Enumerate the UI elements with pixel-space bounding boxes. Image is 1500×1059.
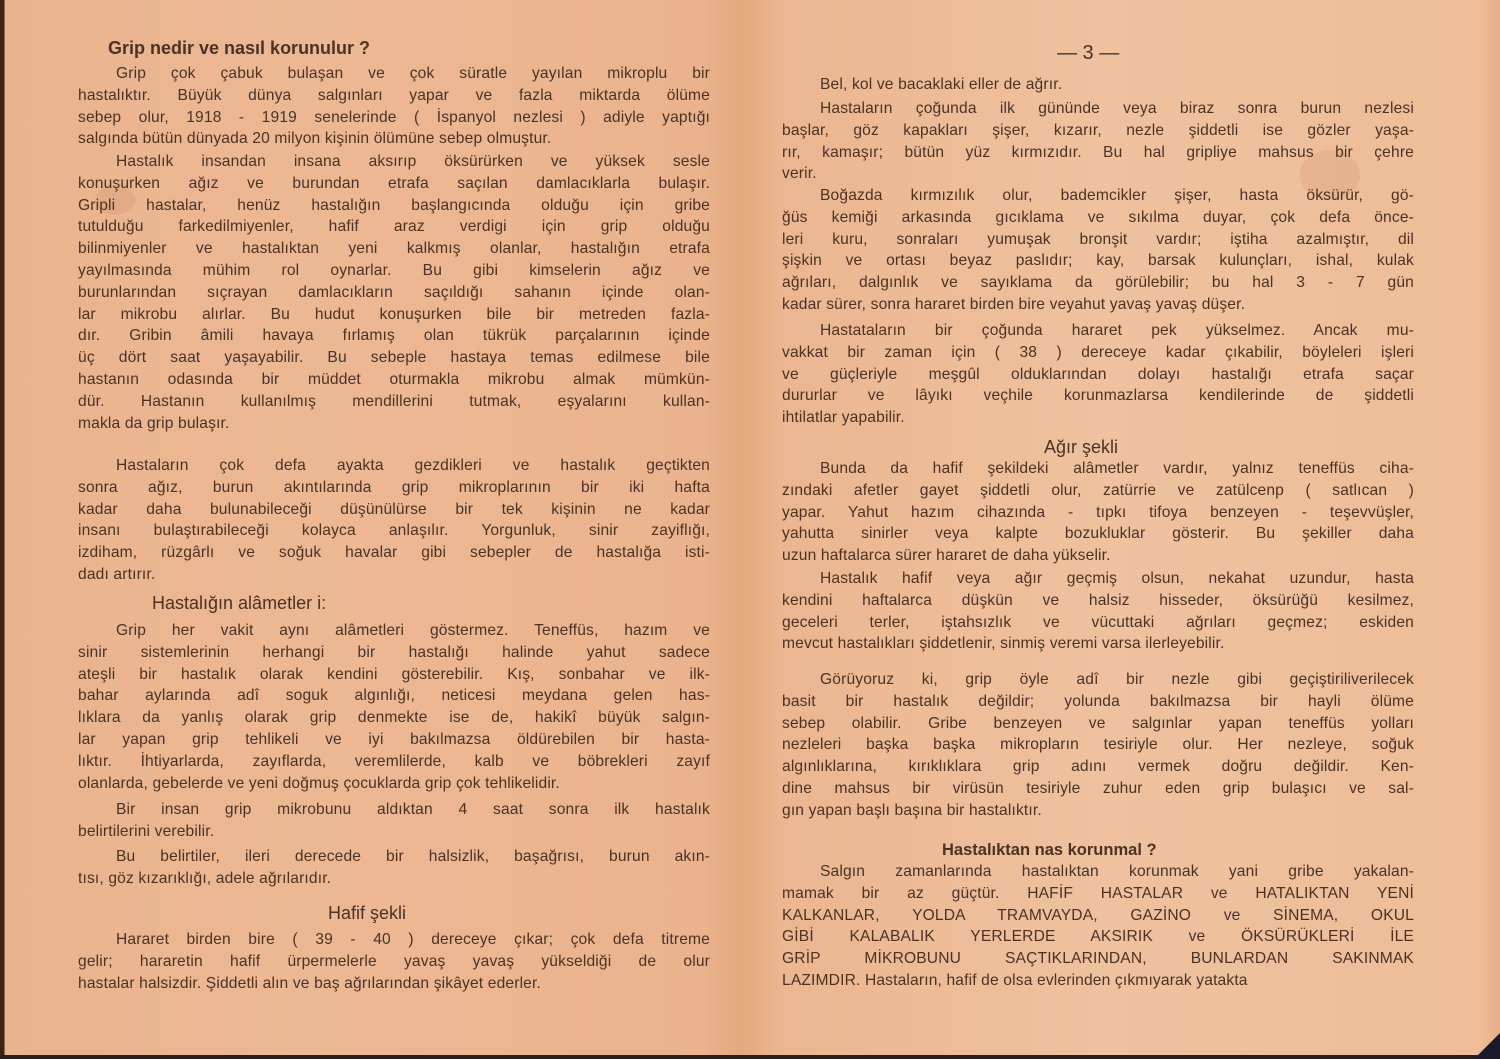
text-line: nezleleri başka başka mikropların tesiriyle olur. Her nezleye, soğuk — [782, 736, 1414, 754]
text-line: Hastaların çok defa ayakta gezdikleri ve hastalık geçtikten — [116, 457, 710, 474]
text-line: burunlarından sıçrayan damlacıkların saçıldığı sahanın içinde olan- — [78, 283, 710, 301]
text-line: şişkin ve ortası beyaz paslıdır; kay, barsak kulunçları, ishal, kulak — [782, 252, 1414, 270]
text-line: uzun haftalarca sürer hararet de daha yükselir. — [782, 547, 1111, 565]
text-line: ğüs kemiği arkasında gıcıklama ve sıkılma duyar, çok defa önce- — [782, 208, 1414, 226]
text-line: belirtilerini verebilir. — [78, 822, 215, 840]
page-number: — 3 — — [1057, 42, 1120, 64]
text-line: dine mahsus bir virüsün tesiriyle zuhur eden grip bulaşıcı ve sal- — [782, 780, 1414, 797]
text-line: lıklara da yanlış olarak grip denmekte ise de, hakikî büyük salgın- — [78, 709, 710, 727]
text-line: zındaki afetler gayet şiddetli olur, zatürrie ve zatülcenp ( satlıcan ) — [782, 481, 1414, 499]
text-line: sonra ağız, burun akıntılarında grip mikroplarının bir iki hafta — [78, 478, 710, 496]
text-line: kendini haftalarca düşkün ve halsiz hisseder, öksürüğü kesilmez, — [782, 591, 1414, 609]
text-line: Bir insan grip mikrobunu aldıktan 4 saat sonra ilk hastalık — [116, 801, 710, 818]
text-line: tısı, göz kızarıklığı, adele ağrılarıdır. — [78, 869, 332, 887]
section-heading: Hastalıktan nas korunmal ? — [942, 841, 1157, 859]
text-line: hastalar halsizdir. Şiddetli alın ve baş ağrılarından şikâyet ederler. — [78, 974, 541, 992]
text-line: Bunda da hafif şekildeki alâmetler vardır, yalnız teneffüs cihа- — [820, 460, 1414, 477]
text-line: tutulduğu farkedilmiyenler, hafif araz verdigi için grip olduğu — [78, 218, 710, 236]
text-line: ihtilatlar yapabilir. — [782, 409, 905, 427]
text-line: salgında bütün dünyada 20 milyon kişinin ölümüne sebep olmuştur. — [78, 130, 552, 148]
text-line: LAZIMDIR. Hastaların, hafif de olsa evlerinden çıkmıyarak yatakta — [782, 972, 1248, 989]
scan-corner — [1474, 1033, 1500, 1059]
text-line: bilinmiyenler ve hastalıktan yeni kalkmış olanlar, hastalığın etrafa — [78, 240, 710, 258]
text-line: ağrıları, dalgınlık ve sayıklama da görülebilir; bu hal 3 - 7 gün — [782, 274, 1414, 292]
text-line: Hastalık hafif veya ağır geçmiş olsun, nekahat uzundur, hasta — [820, 570, 1414, 587]
text-line: sebep olabilir. Gribe benzeyen ve salgınlar yapan teneffüs yolları — [782, 714, 1414, 732]
text-line: yahutta sinirler veya kalpte bozukluklar gösterir. Bu şekiller daha — [782, 525, 1414, 543]
text-line: mamak bir az güçtür. HAFİF HASTALAR ve HATALIKTAN YENİ — [782, 884, 1414, 902]
text-line: Görüyoruz ki, grip öyle adî bir nezle gibi geçiştiriliverilecek — [820, 671, 1414, 688]
text-line: Hastaların çoğunda ilk gününde veya biraz sonra burun nezlesi — [820, 100, 1414, 117]
text-line: Hararet birden bire ( 39 - 40 ) dereceye çıkar; çok defa titreme — [116, 931, 710, 948]
text-line: dadı artırır. — [78, 566, 156, 583]
text-line: üç dört saat yaşayabilir. Bu sebeple hastaya temas edilmese bile — [78, 349, 710, 367]
text-line: dır. Gribin âmili havaya fırlamış olan tükrük parçalarının içinde — [78, 327, 710, 345]
text-line: bahar aylarında adî soguk algınlığı, neticesi meydana gelen has- — [78, 687, 710, 705]
text-line: verir. — [782, 165, 817, 183]
text-line: izdiham, rüzgârlı ve soğuk havalar gibi sebepler de hastalığa isti- — [78, 544, 710, 562]
text-line: Bel, kol ve bacaklaki eller de ağrır. — [820, 76, 1063, 93]
text-line: basit bir hastalık değildir; yolunda bakılmazsa bir hayli ölüme — [782, 692, 1414, 710]
page-title: Grip nedir ve nasıl korunulur ? — [108, 38, 371, 58]
text-line: Gripli hastalar, henüz hastalığın başlangıcında olduğu için gribe — [78, 196, 710, 214]
text-line: hastanın odasında bir müddet oturmakla mikrobu almak mümkün- — [78, 371, 710, 388]
text-line: makla da grip bulaşır. — [78, 414, 230, 432]
section-heading: Hafif şekli — [328, 903, 407, 923]
text-line: gın yapan başlı başına bir hastalıktır. — [782, 801, 1042, 819]
text-line: ateşli bir hastalık olarak kendini gösterebilir. Kış, sonbahar ve ilk- — [78, 665, 710, 683]
text-line: Hastalık insandan insana aksırıp öksürürken ve yüksek sesle — [116, 153, 710, 170]
section-heading: Ağır şekli — [1044, 437, 1119, 457]
text-line: vakkat bir zaman için ( 38 ) dereceye kadar çıkabilir, böyleleri işleri — [782, 343, 1414, 361]
text-line: sebep olur, 1918 - 1919 senelerinde ( İspanyol nezlesi ) adiyle yaptığı — [78, 108, 710, 126]
text-line: kadar daha bulunabileceği düşünülürse bir tek kişinin ne kadar — [78, 500, 710, 518]
text-line: dür. Hastanın kullanılmış mendillerini tutmak, eşyalarını kullan- — [78, 392, 710, 410]
text-line: lar yapan grip tehlikeli ve iyi bakılmazsa öldürebilen bir hasta- — [78, 731, 710, 748]
text-line: ve güçleriyle meşgûl olduklarından dolayı hastalığı etrafa saçar — [782, 365, 1414, 383]
text-line: mevcut hastalıkları şiddetlenir, sinmiş veremi varsa ilerleyebilir. — [782, 635, 1225, 653]
section-heading: Hastalığın alâmetler i: — [152, 593, 327, 613]
text-line: Salgın zamanlarında hastalıktan korunmak yani gribe yakalan- — [820, 863, 1414, 880]
text-line: Grip çok çabuk bulaşan ve çok süratle yayılan mikroplu bir — [116, 65, 710, 82]
text-line: yapar. Yahut hazım cihazında - tıpkı tifoya benzeyen - teşevvüşler, — [782, 503, 1414, 521]
text-line: Boğazda kırmızılık olur, bademcikler şişer, hasta öksürür, gö- — [820, 187, 1414, 204]
text-line: leri kuru, sonraları yumuşak bronşit vardır; iştiha azalmıştır, dil — [782, 230, 1414, 248]
text-line: Bu belirtiler, ileri derecede bir halsizlik, başağrısı, burun akın- — [116, 848, 710, 865]
text-line: lıktır. İhtiyarlarda, zayıflarda, veremlilerde, kalb ve böbrekleri zayıf — [78, 752, 710, 770]
text-line: dururlar ve lâyıkı veçhile korunmazlarsa kendilerinde de şiddetli — [782, 387, 1414, 405]
text-line: GİBİ KALABALIK YERLERDE AKSIRIK ve ÖKSÜRÜKLERİ İLE — [782, 928, 1414, 946]
text-line: Grip her vakit aynı alâmetleri göstermez. Teneffüs, hazım ve — [116, 622, 710, 639]
text-line: yayılmasında mühim rol oynarlar. Bu gibi kimselerin ağız ve — [78, 262, 710, 279]
text-line: başlar, göz kapakları şişer, kızarır, nezle şiddetli ise gözler yaşa- — [782, 121, 1414, 139]
text-line: Hastataların bir çoğunda hararet pek yükselmez. Ancak mu- — [820, 322, 1414, 339]
text-line: insanı bulaştırabileceği kolayca anlaşılır. Yorgunluk, sinir zayiflığı, — [78, 522, 710, 540]
text-line: konuşurken ağız ve burundan etrafa saçılan damlacıklarla bulaşır. — [78, 174, 710, 192]
text-line: geceleri terler, iştahsızlık ve vücuttaki ağrıları geçmez; eskiden — [782, 613, 1414, 631]
text-line: olanlarda, gebelerde ve yeni doğmuş çocuklarda grip çok tehlikelidir. — [78, 774, 560, 792]
text-line: lar mikrobu alırlar. Bu hudut konuşurken bile bir metreden fazla- — [78, 305, 710, 323]
text-line: rır, kamaşır; bütün yüz kırmızıdır. Bu hal gripliye mahsus bir çehre — [782, 143, 1414, 161]
text-line: algınlıklarına, kırıklıklara grip adını vermek doğru değildir. Ken- — [782, 758, 1414, 776]
text-line: GRİP MİKROBUNU SAÇTIKLARINDAN, BUNLARDAN SAKINMAK — [782, 950, 1414, 968]
text-line: gelir; hararetin hafif ürpermelerle yavaş yavaş yükseldiği de olur — [78, 952, 710, 970]
scan-edge — [0, 1055, 1500, 1059]
text-line: sinir sistemlerinin herhangi bir hastalığı halinde yahut sadece — [78, 643, 710, 661]
text-line: kadar sürer, sonra hararet birden bire veyahut yavaş yavaş düşer. — [782, 296, 1246, 313]
text-line: KALKANLAR, YOLDA TRAMVAYDA, GAZİNO ve SİNEMA, OKUL — [782, 906, 1414, 924]
text-line: hastalıktır. Büyük dünya salgınları yapar ve fazla miktarda ölüme — [78, 86, 710, 104]
